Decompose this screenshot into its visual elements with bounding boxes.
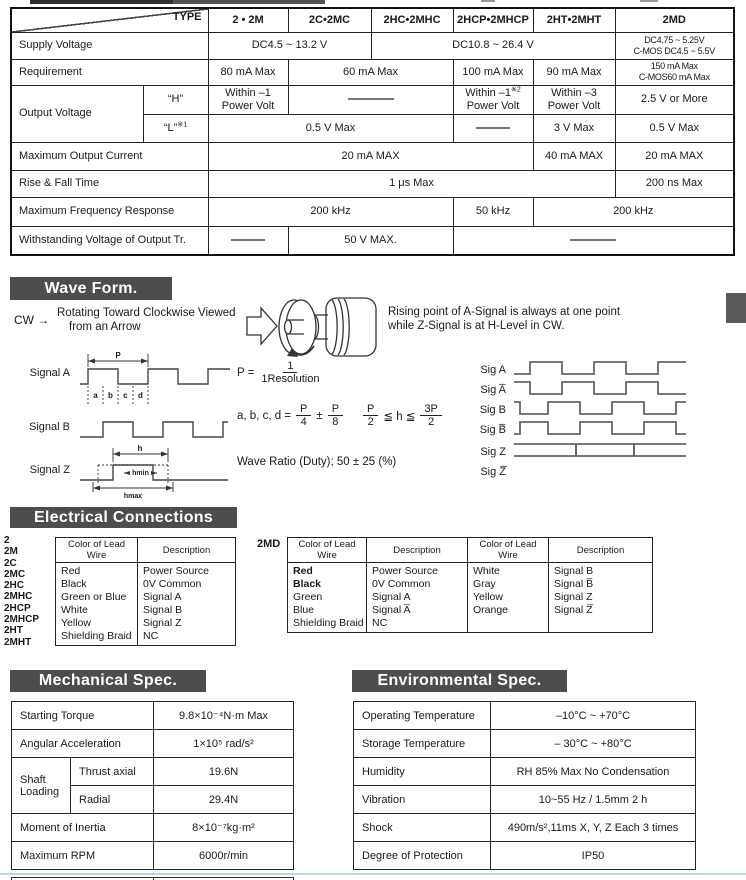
note-line: while Z-Signal is at H-Level in CW.: [388, 320, 565, 332]
cell-value: 20 mA MAX: [615, 142, 734, 170]
row-label: Vibration: [354, 786, 491, 814]
cell-line: C-MOS DC4.5 ~ 5.5V: [633, 45, 715, 56]
cell-line: Power Volt: [221, 99, 275, 112]
sig-z-wave: [514, 444, 686, 456]
cell-value: 9.8×10⁻⁴N·m Max: [154, 702, 294, 730]
sig-abar-wave: [514, 382, 686, 394]
signal-a-wave: [80, 369, 230, 384]
row-storage-temperature: [354, 730, 696, 758]
cell-value: 80 mA Max: [208, 59, 288, 85]
cell-line: 150 mA Max: [650, 61, 698, 72]
denominator: 1Resolution: [261, 373, 320, 386]
cell-value: RH 85% Max No Condensation: [491, 758, 696, 786]
dash: [348, 98, 394, 100]
wire-color: Red: [293, 565, 313, 577]
dim-c-label: c: [123, 391, 128, 400]
cell-value: 50 kHz: [453, 197, 533, 226]
dim-a-label: a: [93, 391, 98, 400]
denominator: 8: [332, 416, 339, 429]
cell-value: IP50: [491, 842, 696, 870]
mechanical-table: [11, 701, 294, 870]
wire-description: Signal Z: [143, 617, 182, 629]
wire-color-column: [468, 563, 549, 633]
fraction: [328, 403, 343, 428]
row-moment-of-inertia: [12, 814, 294, 842]
cell-value: 60 mA Max: [288, 59, 453, 85]
wire-description-column: [367, 563, 468, 633]
wire-color: Shielding Braid: [293, 617, 364, 629]
model-item: 2M: [4, 546, 18, 558]
dim-h-label: h: [137, 444, 143, 453]
model-item: 2MHT: [4, 636, 32, 648]
column-header-2hcp-2mhcp: 2HCP•2MHCP: [453, 8, 533, 32]
page-edge-artifact: [173, 0, 325, 4]
section-title: Environmental Spec.: [377, 672, 542, 689]
cell-line: Within –3: [551, 86, 597, 99]
page-edge-artifact: [481, 0, 495, 2]
wire-description: 0V Common: [143, 578, 202, 590]
cell-value: [208, 85, 288, 114]
wire-color: Shielding Braid: [61, 630, 132, 642]
wire-description: Signal A: [372, 591, 411, 603]
wire-color: Black: [61, 578, 87, 590]
wire-description: Signal B: [143, 604, 183, 616]
section-title: Electrical Connections: [33, 508, 214, 526]
model-item: 2MHC: [4, 591, 33, 603]
sig-zbar-wave: [514, 444, 686, 456]
wire-description: 0V Common: [372, 578, 431, 590]
dash: [231, 239, 265, 241]
cell-line: DC4.75 ~ 5.25V: [644, 34, 705, 45]
fraction: [363, 403, 378, 428]
row-label: Humidity: [354, 758, 491, 786]
cell-text: Within –1: [465, 86, 512, 99]
row-shaft-loading-thrust: [12, 758, 294, 786]
row-operating-temperature: [354, 702, 696, 730]
cell-no-value: [453, 226, 734, 255]
sig-z-label: Sig Z: [480, 446, 506, 458]
table-header: Color of Lead Wire: [56, 538, 138, 563]
row-label: Maximum Output Current: [11, 142, 208, 170]
sig-bbar-label: Sig B̅: [479, 424, 506, 436]
sig-bbar-wave: [514, 422, 686, 434]
cell-value: 90 mA Max: [533, 59, 615, 85]
sig-b-wave: [514, 402, 686, 414]
row-label: Storage Temperature: [354, 730, 491, 758]
cell-line: Within –1: [225, 86, 271, 99]
fraction: [296, 403, 311, 428]
row-vibration: [354, 786, 696, 814]
dim-hmin-label: hmin: [132, 470, 149, 477]
cell-text: “L”: [163, 121, 178, 134]
wire-color-column: [56, 563, 138, 646]
note-line: from an Arrow: [69, 321, 141, 333]
cell-value: 100 mA Max: [453, 59, 533, 85]
row-label: Angular Acceleration: [12, 730, 154, 758]
abcd-formula: [237, 403, 442, 428]
page-tab-marker: [726, 293, 746, 323]
footnote-mark: ※1: [177, 120, 188, 128]
section-title: Mechanical Spec.: [38, 672, 178, 689]
column-header-2c-2mc: 2C•2MC: [288, 8, 371, 32]
wire-description: Power Source: [372, 565, 438, 577]
dim-b-label: b: [108, 391, 113, 400]
wire-description: Signal B̅: [554, 578, 594, 590]
type-label: TYPE: [172, 11, 202, 23]
denominator: 4: [300, 416, 307, 429]
sig-abar-label: Sig A̅: [480, 384, 506, 396]
column-header-2md: 2MD: [615, 8, 734, 32]
section-title: Wave Form.: [44, 279, 138, 297]
table-header: Color of Lead Wire: [468, 538, 549, 563]
electrical-section-header: [10, 507, 237, 528]
cell-line: Power Volt: [547, 99, 601, 112]
cell-value: [533, 85, 615, 114]
wire-color: Yellow: [61, 617, 91, 629]
note-line: Rotating Toward Clockwise Viewed: [57, 307, 236, 319]
sig-waveform-diagram: [450, 350, 692, 486]
wire-color: Blue: [293, 604, 315, 616]
cell-value: 200 kHz: [208, 197, 453, 226]
row-max-output-current: [11, 142, 734, 170]
column-header-2ht-2mht: 2HT•2MHT: [533, 8, 615, 32]
row-starting-torque: [12, 702, 294, 730]
model-item: 2MHCP: [4, 614, 40, 626]
row-supply-voltage: [11, 32, 734, 59]
footnote-mark: ※2: [511, 86, 521, 94]
wire-description: Power Source: [143, 565, 209, 577]
row-label: Shock: [354, 814, 491, 842]
page-edge-artifact: [640, 0, 658, 2]
row-label: Operating Temperature: [354, 702, 491, 730]
model-list: [4, 535, 39, 648]
cell-value: 3 V Max: [533, 114, 615, 142]
model-item: 2MD: [257, 538, 281, 550]
specifications-table: [10, 7, 735, 256]
cell-value: 0.5 V Max: [615, 114, 734, 142]
environmental-section-header: [352, 670, 567, 692]
wire-description: Signal A: [143, 591, 182, 603]
row-label: Moment of Inertia: [12, 814, 154, 842]
signal-z-label: Signal Z: [29, 464, 70, 476]
row-label: Degree of Protection: [354, 842, 491, 870]
cell-line: Power Volt: [466, 99, 520, 112]
cw-label: [14, 313, 49, 327]
numerator: 1: [283, 360, 297, 373]
signal-b-wave: [80, 422, 228, 437]
signal-a-label: Signal A: [29, 367, 70, 379]
cell-line: C-MOS60 mA Max: [638, 72, 710, 82]
sub-row-label-l: [143, 114, 208, 142]
model-item: 2: [4, 535, 10, 546]
sub-row-label: Radial: [71, 786, 154, 814]
cell-value: 50 V MAX.: [288, 226, 453, 255]
model-item: 2MC: [4, 568, 26, 580]
plus-minus: ±: [316, 409, 323, 422]
numerator: P: [296, 403, 311, 416]
row-humidity: [354, 758, 696, 786]
formula-lhs: a, b, c, d =: [237, 409, 292, 422]
environmental-table: [353, 701, 696, 870]
page-edge-artifact: [30, 0, 173, 4]
cell-value: 2.5 V or More: [615, 85, 734, 114]
page-edge-artifact: [0, 873, 746, 875]
sig-a-wave: [514, 362, 686, 374]
column-header-2-2m: 2 • 2M: [208, 8, 288, 32]
cell-value: 40 mA MAX: [533, 142, 615, 170]
model-item: 2C: [4, 557, 17, 569]
dash: [570, 239, 616, 241]
duty-note: [237, 455, 396, 469]
cell-value: – 30°C ~ +80°C: [491, 730, 696, 758]
mechanical-section-header: [10, 670, 206, 692]
row-maximum-rpm: [12, 842, 294, 870]
row-label: Rise & Fall Time: [11, 170, 208, 197]
dash: [476, 127, 510, 129]
cell-value: 0.5 V Max: [208, 114, 453, 142]
cw-text: CW: [14, 313, 34, 327]
row-label: Supply Voltage: [11, 32, 208, 59]
denominator: 2: [367, 416, 374, 429]
row-label: Output Voltage: [11, 85, 143, 142]
sig-zbar-label: Sig Z̅: [480, 466, 506, 478]
cell-value: 200 kHz: [533, 197, 734, 226]
table-header: Description: [138, 538, 236, 563]
cell-value: 200 ns Max: [615, 170, 734, 197]
cell-value: 490m/s²,11ms X, Y, Z Each 3 times: [491, 814, 696, 842]
rising-note: [388, 305, 620, 333]
wire-color: Green: [293, 591, 323, 603]
type-corner-cell: [11, 8, 208, 32]
row-max-frequency-response: [11, 197, 734, 226]
note-line: Rising point of A-Signal is always at one point: [388, 306, 621, 318]
fraction: [259, 360, 321, 385]
row-withstanding-voltage: [11, 226, 734, 255]
row-output-voltage-h: [11, 85, 734, 114]
row-rise-fall-time: [11, 170, 734, 197]
cell-value: 19.6N: [154, 758, 294, 786]
wire-color: White: [61, 604, 88, 616]
row-label: Requirement: [11, 59, 208, 85]
wire-color: Gray: [473, 578, 496, 590]
model-item: 2HT: [4, 625, 23, 637]
wire-description: Signal A̅: [372, 604, 411, 616]
sig-b-label: Sig B: [479, 404, 506, 416]
cell-value: [615, 32, 734, 59]
wire-color: White: [473, 565, 500, 577]
wire-description: Signal B: [554, 565, 594, 577]
wire-description-column: [138, 563, 236, 646]
cell-value: 29.4N: [154, 786, 294, 814]
model-item: 2HC: [4, 580, 25, 592]
cell-value: –10°C ~ +70°C: [491, 702, 696, 730]
cell-value: DC10.8 ~ 26.4 V: [371, 32, 615, 59]
cell-value: DC4.5 ~ 13.2 V: [208, 32, 371, 59]
big-right-arrow-icon: [247, 308, 277, 344]
sub-row-label-h: “H”: [143, 85, 208, 114]
row-label: Shaft Loading: [12, 758, 71, 814]
lead-wire-table-2md: [287, 537, 653, 633]
cell-no-value: [288, 85, 453, 114]
row-degree-of-protection: [354, 842, 696, 870]
table-header: Description: [367, 538, 468, 563]
column-header-2hc-2mhc: 2HC•2MHC: [371, 8, 453, 32]
wire-color: Green or Blue: [61, 591, 127, 603]
table-header: Description: [549, 538, 653, 563]
cell-no-value: [208, 226, 288, 255]
signal-waveform-diagram: [16, 342, 238, 500]
row-label: Starting Torque: [12, 702, 154, 730]
wire-description: Signal Z̅: [554, 604, 593, 616]
sig-a-label: Sig A: [480, 364, 506, 376]
fraction: [420, 403, 441, 428]
table-header: Color of Lead Wire: [288, 538, 367, 563]
cell-value: 1×10⁵ rad/s²: [154, 730, 294, 758]
cell-value: 8×10⁻⁷kg·m²: [154, 814, 294, 842]
wire-color: Yellow: [473, 591, 503, 603]
cell-line: [456, 87, 531, 100]
row-shock: [354, 814, 696, 842]
cell-value: [453, 85, 533, 114]
period-formula: [237, 360, 321, 385]
cell-value: 6000r/min: [154, 842, 294, 870]
cell-no-value: [453, 114, 533, 142]
cw-note: [57, 306, 236, 334]
dim-d-label: d: [138, 391, 143, 400]
note-line: Wave Ratio (Duty); 50 ± 25 (%): [237, 456, 397, 468]
denominator: 2: [428, 416, 435, 429]
wire-color: Red: [61, 565, 81, 577]
wire-description: NC: [372, 617, 388, 629]
sub-row-label: Thrust axial: [71, 758, 154, 786]
wire-description: NC: [143, 630, 159, 642]
lead-wire-table: [55, 537, 236, 646]
numerator: P: [363, 403, 378, 416]
cell-value: 10~55 Hz / 1.5mm 2 h: [491, 786, 696, 814]
row-label: Withstanding Voltage of Output Tr.: [11, 226, 208, 255]
row-label: Maximum Frequency Response: [11, 197, 208, 226]
formula-lhs: P =: [237, 366, 255, 379]
wire-color: Black: [293, 578, 322, 590]
wire-description: Signal Z: [554, 591, 593, 603]
dim-hmax-label: hmax: [123, 493, 143, 500]
waveform-section-header: [10, 277, 172, 300]
cell-value: 20 mA MAX: [208, 142, 533, 170]
row-angular-acceleration: [12, 730, 294, 758]
cell-value: 1 μs Max: [208, 170, 615, 197]
right-arrow-icon: →: [37, 313, 50, 327]
wire-color-column: [288, 563, 367, 633]
model-2md-label: [257, 538, 280, 550]
dim-p-label: P: [115, 351, 121, 360]
numerator: 3P: [420, 403, 441, 416]
cell-value: [615, 59, 734, 85]
row-label: Maximum RPM: [12, 842, 154, 870]
wire-description-column: [549, 563, 653, 633]
row-requirement: [11, 59, 734, 85]
signal-b-label: Signal B: [29, 421, 70, 433]
numerator: P: [328, 403, 343, 416]
model-item: 2HCP: [4, 602, 31, 614]
wire-color: Orange: [473, 604, 509, 616]
relation: ≦ h ≦: [383, 410, 416, 423]
